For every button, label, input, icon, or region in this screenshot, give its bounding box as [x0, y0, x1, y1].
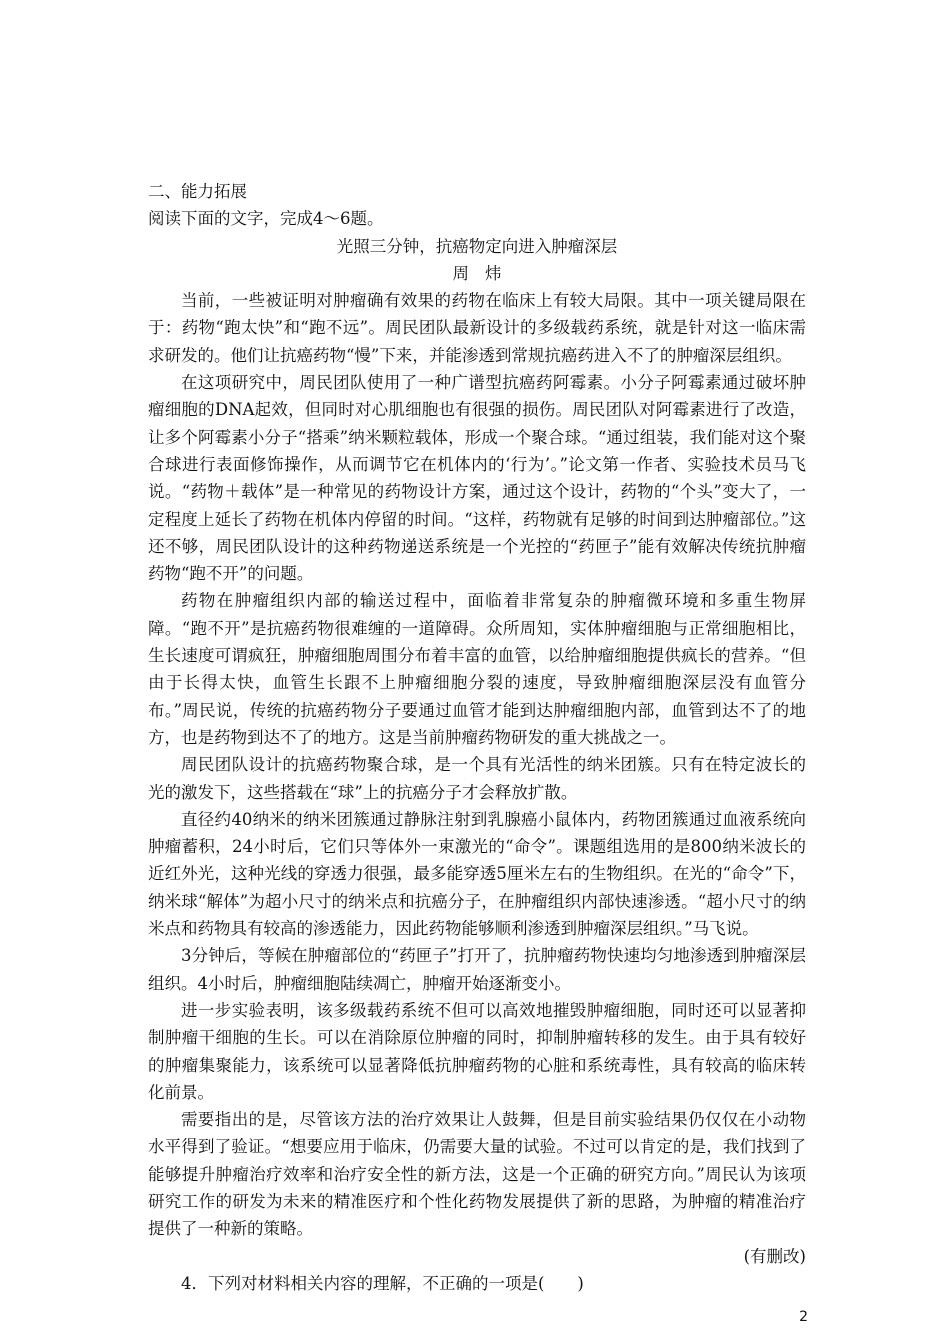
question-4: 4．下列对材料相关内容的理解，不正确的一项是( ) — [181, 1273, 584, 1293]
paragraph: 在这项研究中，周民团队使用了一种广谱型抗癌药阿霉素。小分子阿霉素通过破坏肿瘤细胞的DNA起效，但同时对心肌细胞也有很强的损伤。周民团队对阿霉素进行了改造，让多个阿霉素小分子“搭乘”纳米颗粒载体，形成一个聚合球。“通过组装，我们能对这个聚合球进行表面修饰操作，从而调节它在机体内的‘行为’。”论文第一作者、实验技术员马飞说。“药物＋载体”是一种常见的药物设计方案，通过这个设计，药物的“个头”变大了，一定程度上延长了药物在机体内停留的时间。“这样，药物就有足够的时间到达肿瘤部位。”这还不够，周民团队设计的这种药物递送系统是一个光控的“药匣子”能有效解决传统抗肿瘤药物“跑不开”的问题。 — [148, 373, 806, 584]
paragraph: 3分钟后，等候在肿瘤部位的“药匣子”打开了，抗肿瘤药物快速均匀地渗透到肿瘤深层组织。4小时后，肿瘤细胞陆续凋亡，肿瘤开始逐渐变小。 — [148, 946, 806, 993]
document-page — [148, 178, 806, 1297]
paragraph: 直径约40纳米的纳米团簇通过静脉注射到乳腺癌小鼠体内，药物团簇通过血液系统向肿瘤蓄积，24小时后，它们只等体外一束激光的“命令”。课题组选用的是800纳米波长的近红外光，这种光线的穿透力很强，最多能穿透5厘米左右的生物组织。在光的“命令”下，纳米球“解体”为超小尺寸的纳米点和抗癌分子，在肿瘤组织内部快速渗透。“超小尺寸的纳米点和药物具有较高的渗透能力，因此药物能够顺利渗透到肿瘤深层组织。”马飞说。 — [148, 809, 806, 939]
article-author: 周炜 — [452, 263, 518, 283]
article-title: 光照三分钟，抗癌物定向进入肿瘤深层 — [336, 236, 618, 256]
paragraph: 当前，一些被证明对肿瘤确有效果的药物在临床上有较大局限。其中一项关键局限在于：药物“跑太快”和“跑不远”。周民团队最新设计的多级载药系统，就是针对这一临床需求研发的。他们让抗癌药物“慢”下来，并能渗透到常规抗癌药进入不了的肿瘤深层组织。 — [148, 291, 806, 365]
paragraph: 药物在肿瘤组织内部的输送过程中，面临着非常复杂的肿瘤微环境和多重生物屏障。“跑不开”是抗癌药物很难缠的一道障碍。众所周知，实体肿瘤细胞与正常细胞相比，生长速度可谓疯狂，肿瘤细胞周围分布着丰富的血管，以给肿瘤细胞提供疯长的营养。“但由于长得太快，血管生长跟不上肿瘤细胞分裂的速度，导致肿瘤细胞深层没有血管分布。”周民说，传统的抗癌药物分子要通过血管才能到达肿瘤细胞内部，血管到达不了的地方，也是药物到达不了的地方。这是当前肿瘤药物研发的重大挑战之一。 — [148, 591, 806, 747]
page-number: 2 — [799, 1309, 808, 1325]
paragraph: 周民团队设计的抗癌药物聚合球，是一个具有光活性的纳米团簇。只有在特定波长的光的激发下，这些搭载在“球”上的抗癌分子才会释放扩散。 — [148, 755, 806, 802]
section-heading: 二、能力拓展 — [148, 182, 247, 201]
edit-note: (有删改) — [743, 1246, 806, 1266]
paragraph: 进一步实验表明，该多级载药系统不但可以高效地摧毁肿瘤细胞，同时还可以显著抑制肿瘤干细胞的生长。可以在消除原位肿瘤的同时，抑制肿瘤转移的发生。由于具有较好的肿瘤集聚能力，该系统可以显著降低抗肿瘤药物的心脏和系统毒性，具有较高的临床转化前景。 — [148, 1000, 806, 1102]
paragraph: 需要指出的是，尽管该方法的治疗效果让人鼓舞，但是目前实验结果仍仅仅在小动物水平得到了验证。“想要应用于临床，仍需要大量的试验。不过可以肯定的是，我们找到了能够提升肿瘤治疗效率和治疗安全性的新方法，这是一个正确的研究方向。”周民认为该项研究工作的研发为未来的精准医疗和个性化药物发展提供了新的思路，为肿瘤的精准治疗提供了一种新的策略。 — [148, 1110, 806, 1239]
instruction: 阅读下面的文字，完成4～6题。 — [148, 209, 384, 229]
